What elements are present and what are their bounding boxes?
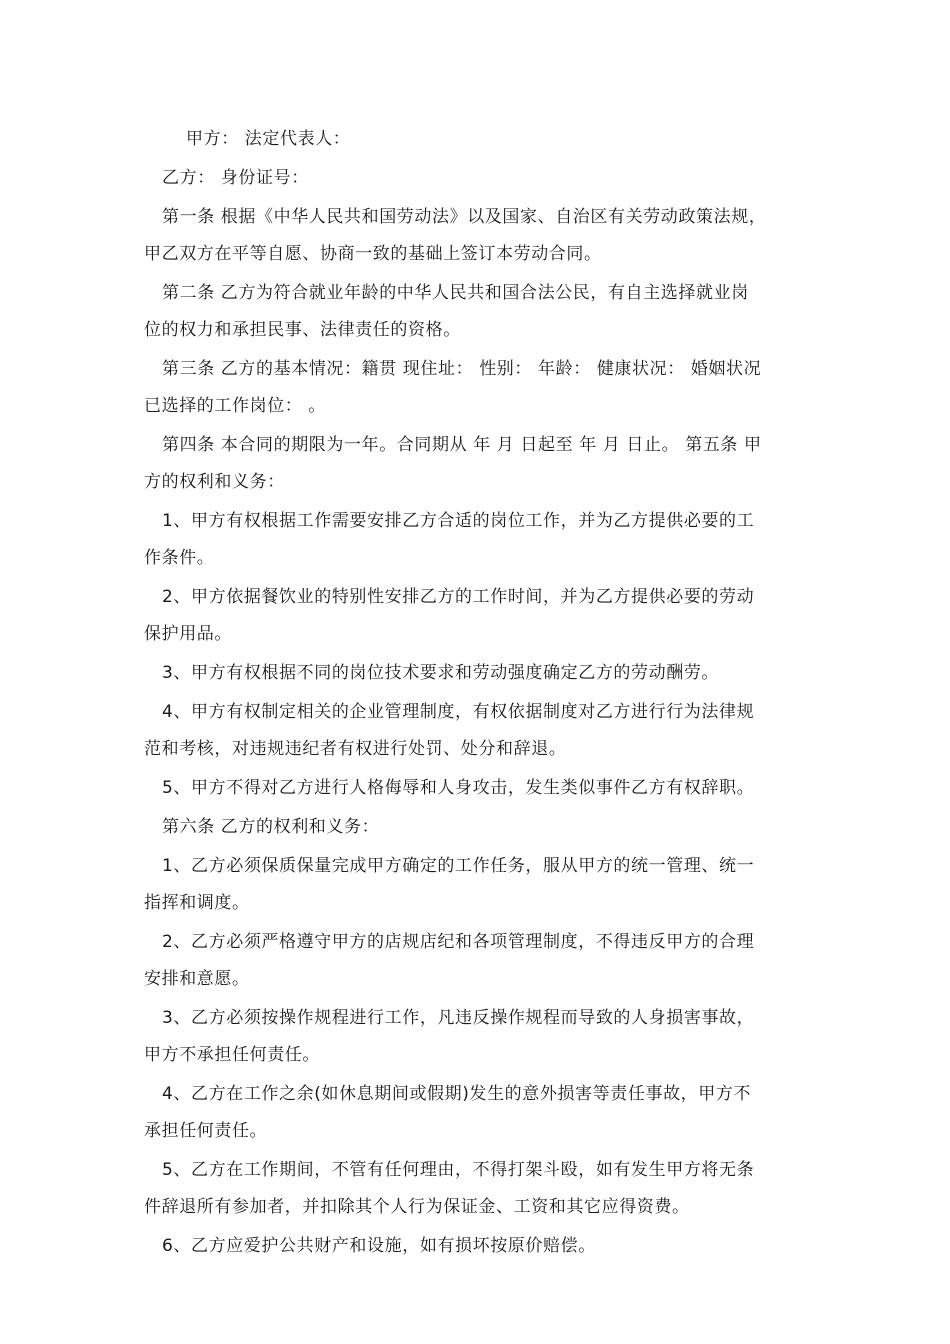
paragraph-line: 4、乙方在工作之余(如休息期间或假期)发生的意外损害等责任事故，甲方不	[162, 1084, 752, 1104]
contract-paragraph	[144, 351, 809, 425]
paragraph-line: 指挥和调度。	[144, 893, 250, 913]
paragraph-line: 作条件。	[144, 548, 215, 568]
contract-paragraph	[144, 655, 809, 692]
paragraph-line: 承担任何责任。	[144, 1121, 268, 1141]
contract-paragraph	[144, 579, 809, 653]
contract-paragraph	[144, 160, 809, 197]
contract-paragraph	[144, 809, 809, 846]
paragraph-line: 范和考核，对违规违纪者有权进行处罚、处分和辞退。	[144, 739, 567, 759]
paragraph-line: 2、乙方必须严格遵守甲方的店规店纪和各项管理制度，不得违反甲方的合理	[162, 932, 755, 952]
paragraph-line: 保护用品。	[144, 624, 232, 644]
paragraph-line: 第三条 乙方的基本情况：籍贯 现住址： 性别： 年龄： 健康状况： 婚姻状况	[162, 359, 762, 379]
paragraph-line: 3、乙方必须按操作规程进行工作，凡违反操作规程而导致的人身损害事故，	[162, 1008, 755, 1028]
contract-paragraph	[144, 427, 809, 501]
contract-paragraph	[144, 199, 809, 273]
contract-body	[144, 121, 809, 1267]
paragraph-line: 安排和意愿。	[144, 969, 250, 989]
paragraph-line: 位的权力和承担民事、法律责任的资格。	[144, 320, 461, 340]
paragraph-line: 3、甲方有权根据不同的岗位技术要求和劳动强度确定乙方的劳动酬劳。	[162, 663, 720, 683]
paragraph-line: 第一条 根据《中华人民共和国劳动法》以及国家、自治区有关劳动政策法规，	[162, 207, 767, 227]
paragraph-line: 第二条 乙方为符合就业年龄的中华人民共和国合法公民，有自主选择就业岗	[162, 283, 749, 303]
paragraph-line: 乙方： 身份证号：	[162, 168, 309, 188]
contract-paragraph	[144, 1228, 809, 1265]
paragraph-line: 第六条 乙方的权利和义务：	[162, 817, 380, 837]
paragraph-line: 方的权利和义务：	[144, 472, 285, 492]
paragraph-line: 4、甲方有权制定相关的企业管理制度，有权依据制度对乙方进行行为法律规	[162, 702, 755, 722]
paragraph-line: 1、甲方有权根据工作需要安排乙方合适的岗位工作，并为乙方提供必要的工	[162, 511, 755, 531]
contract-paragraph	[144, 848, 809, 922]
paragraph-line: 2、甲方依据餐饮业的特别性安排乙方的工作时间，并为乙方提供必要的劳动	[162, 587, 755, 607]
paragraph-line: 6、乙方应爱护公共财产和设施，如有损坏按原价赔偿。	[162, 1236, 596, 1256]
contract-paragraph	[144, 924, 809, 998]
paragraph-line: 已选择的工作岗位： 。	[144, 396, 327, 416]
paragraph-line: 甲方： 法定代表人：	[186, 129, 351, 149]
contract-paragraph	[144, 121, 809, 158]
paragraph-line: 5、乙方在工作期间，不管有任何理由，不得打架斗殴，如有发生甲方将无条	[162, 1160, 755, 1180]
paragraph-line: 第四条 本合同的期限为一年。合同期从 年 月 日起至 年 月 日止。 第五条 甲	[162, 435, 762, 455]
paragraph-line: 甲乙双方在平等自愿、协商一致的基础上签订本劳动合同。	[144, 244, 602, 264]
contract-paragraph	[144, 1076, 809, 1150]
contract-paragraph	[144, 1000, 809, 1074]
paragraph-line: 件辞退所有参加者，并扣除其个人行为保证金、工资和其它应得资费。	[144, 1197, 690, 1217]
contract-paragraph	[144, 694, 809, 768]
paragraph-line: 5、甲方不得对乙方进行人格侮辱和人身攻击，发生类似事件乙方有权辞职。	[162, 778, 755, 798]
paragraph-line: 甲方不承担任何责任。	[144, 1045, 320, 1065]
contract-paragraph	[144, 275, 809, 349]
paragraph-line: 1、乙方必须保质保量完成甲方确定的工作任务，服从甲方的统一管理、统一	[162, 856, 755, 876]
contract-paragraph	[144, 770, 809, 807]
contract-paragraph	[144, 1152, 809, 1226]
contract-paragraph	[144, 503, 809, 577]
